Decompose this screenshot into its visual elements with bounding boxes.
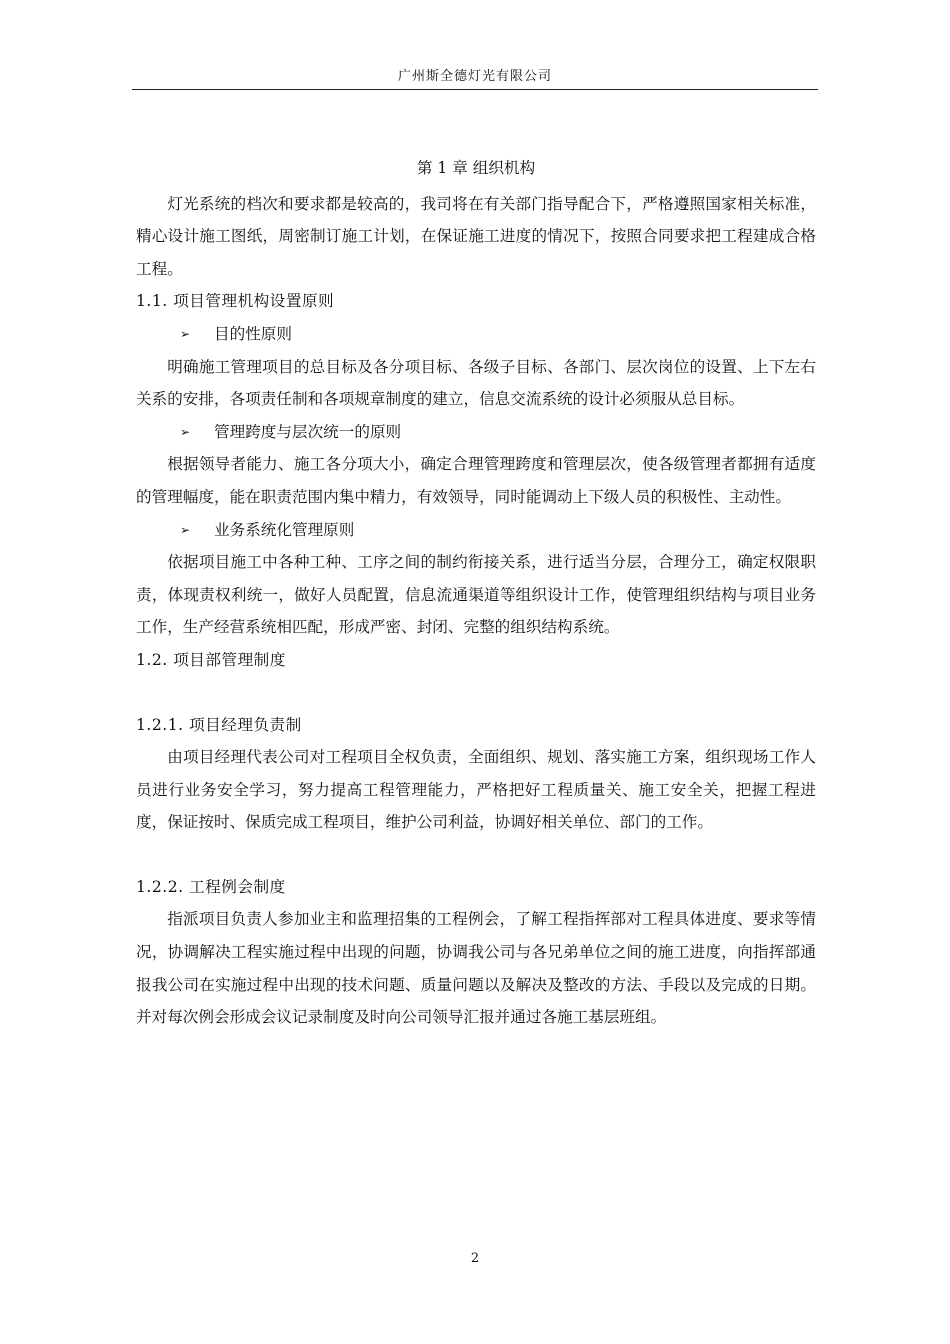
page-header: 广州斯全德灯光有限公司 [397, 69, 552, 84]
page-number: 2 [470, 1251, 480, 1266]
bullet-item [136, 514, 816, 547]
section-heading-1-2: 1.2. 项目部管理制度 [136, 650, 286, 669]
arrow-bullet-icon: ➢ [180, 326, 191, 341]
bullet-item [136, 416, 816, 449]
subsection-heading-1-2-2: 1.2.2. 工程例会制度 [136, 877, 286, 896]
arrow-bullet-icon: ➢ [180, 522, 191, 537]
bullet-title: 业务系统化管理原则 [214, 520, 355, 539]
bullet-title: 目的性原则 [214, 324, 292, 343]
bullet-paragraph: 依据项目施工中各种工种、工序之间的制约衔接关系，进行适当分层，合理分工，确定权限职责，体现责权利统一，做好人员配置，信息流通渠道等组织设计工作，使管理组织结构与项目业务工作，生产经营系统相匹配，形成严密、封闭、完整的组织结构系统。 [136, 553, 816, 637]
document-body [136, 152, 816, 1034]
chapter-title: 第 1 章 组织机构 [416, 159, 536, 177]
intro-paragraph: 灯光系统的档次和要求都是较高的，我司将在有关部门指导配合下，严格遵照国家相关标准，精心设计施工图纸，周密制订施工计划，在保证施工进度的情况下，按照合同要求把工程建成合格工程。 [136, 194, 816, 278]
bullet-item [136, 318, 816, 351]
arrow-bullet-icon: ➢ [180, 424, 191, 439]
bullet-title: 管理跨度与层次统一的原则 [214, 422, 402, 441]
bullet-paragraph: 根据领导者能力、施工各分项大小，确定合理管理跨度和管理层次，使各级管理者都拥有适度的管理幅度，能在职责范围内集中精力，有效领导，同时能调动上下级人员的积极性、主动性。 [136, 455, 816, 506]
subsection-paragraph: 指派项目负责人参加业主和监理招集的工程例会，了解工程指挥部对工程具体进度、要求等情况，协调解决工程实施过程中出现的问题，协调我公司与各兄弟单位之间的施工进度，向指挥部通报我公司在实施过程中出现的技术问题、质量问题以及解决及整改的方法、手段以及完成的日期。并对每次例会形成会议记录制度及时向公司领导汇报并通过各施工基层班组。 [136, 910, 816, 1027]
subsection-paragraph: 由项目经理代表公司对工程项目全权负责，全面组织、规划、落实施工方案，组织现场工作人员进行业务安全学习，努力提高工程管理能力，严格把好工程质量关、施工安全关，把握工程进度，保证按时、保质完成工程项目，维护公司利益，协调好相关单位、部门的工作。 [136, 748, 816, 832]
bullet-paragraph: 明确施工管理项目的总目标及各分项目标、各级子目标、各部门、层次岗位的设置、上下左右关系的安排，各项责任制和各项规章制度的建立，信息交流系统的设计必须服从总目标。 [136, 357, 816, 409]
subsection-heading-1-2-1: 1.2.1. 项目经理负责制 [136, 715, 302, 734]
section-heading-1-1: 1.1. 项目管理机构设置原则 [136, 292, 335, 311]
header-rule [132, 89, 818, 90]
